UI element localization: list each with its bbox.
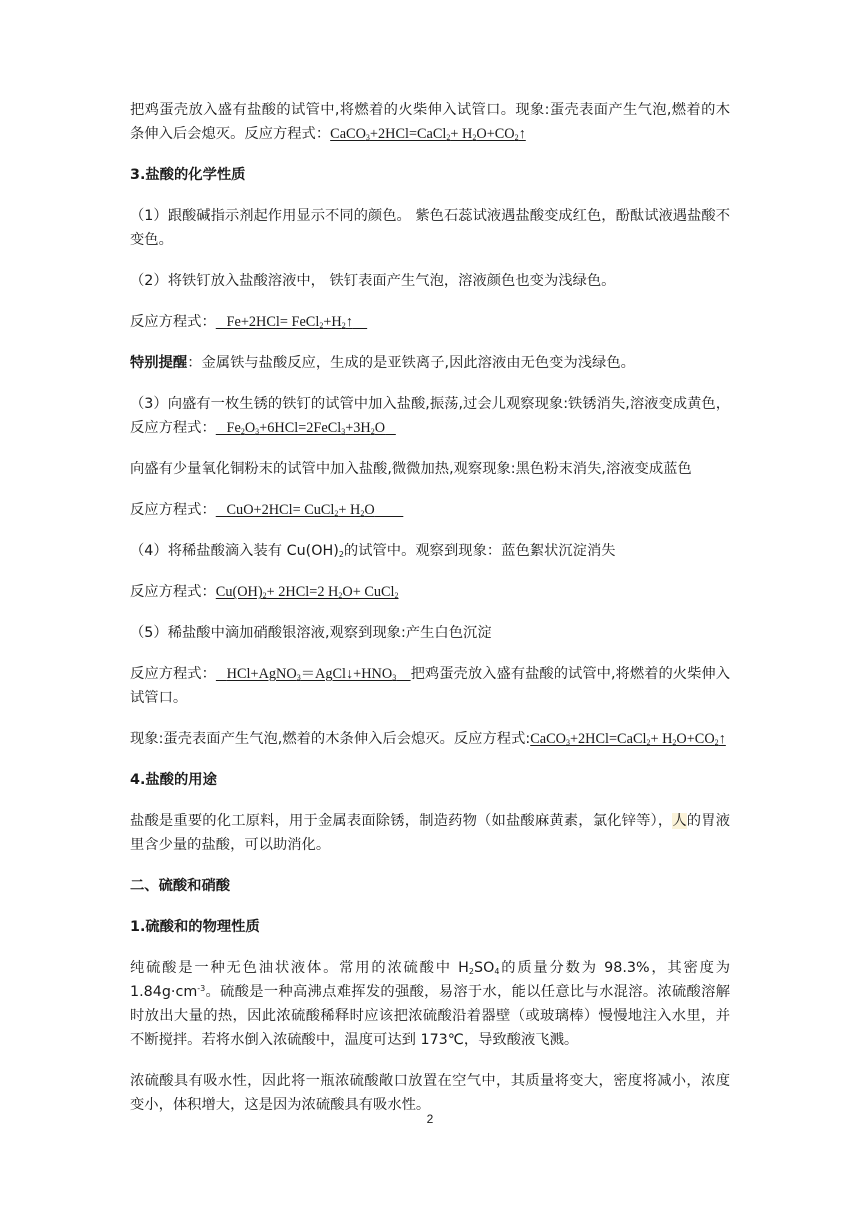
section-heading-uses: 4.盐酸的用途: [130, 772, 217, 788]
paragraph-intro: 把鸡蛋壳放入盛有盐酸的试管中,将燃着的火柴伸入试管口。现象:蛋壳表面产生气泡,燃着的木条伸入后会熄灭。反应方程式：CaCO$_3$+2HCl=CaCl$_2$+ $H_2O+CO_2↑$: [130, 102, 730, 142]
paragraph-special-tip: 特别提醒：金属铁与盐酸反应，生成的是亚铁离子,因此溶液由无色变为浅绿色。: [130, 355, 635, 371]
paragraph-indicator: （1）跟酸碱指示剂起作用显示不同的颜色。 紫色石蕊试液遇盐酸变成红色，酚酞试液遇盐酸不变色。: [130, 208, 730, 248]
paragraph-eq-cuo: 反应方程式： CuO+2HCl= CuCl$_2$+ $H_2O$: [130, 498, 730, 522]
paragraph-copper-oxide: 向盛有少量氧化铜粉末的试管中加入盐酸,微微加热,观察现象:黑色粉末消失,溶液变成蓝色: [130, 461, 692, 477]
chapter-heading-sulfuric-nitric: 二、硫酸和硝酸: [130, 878, 231, 894]
equation-caco3-intro: CaCO$_3$+2HCl=CaCl$_2$+ $H_2O+CO_2↑$: [330, 126, 526, 142]
paragraph-hygroscopic: 浓硫酸具有吸水性，因此将一瓶浓硫酸敞口放置在空气中，其质量将变大，密度将减小，浓度变小，体积增大，这是因为浓硫酸具有吸水性。: [130, 1073, 730, 1113]
equation-fe2o3: $Fe_2O_3+6HCl=2FeCl_3+3H_2O$: [226, 420, 386, 436]
paragraph-silver-nitrate: （5）稀盐酸中滴加硝酸银溶液,观察到现象:产生白色沉淀: [130, 625, 492, 641]
paragraph-iron-nail: （2）将铁钉放入盐酸溶液中， 铁钉表面产生气泡，溶液颜色也变为浅绿色。: [130, 273, 616, 289]
highlighted-text: 人: [672, 813, 687, 829]
equation-cuo: CuO+2HCl= CuCl$_2$+ $H_2O$: [226, 502, 375, 518]
paragraph-uses: 盐酸是重要的化工原料，用于金属表面除锈，制造药物（如盐酸麻黄素，氯化锌等），人的胃液里含少量的盐酸，可以助消化。: [130, 813, 730, 853]
paragraph-eq-cuoh2: 反应方程式：$Cu(OH)_2+ 2HCl=2$ $H_2O+$ CuCl$_2$: [130, 584, 399, 600]
paragraph-sulfuric-acid: 纯硫酸是一种无色油状液体。常用的浓硫酸中 $H_2SO_4$的质量分数为 98.3%，其密度为 $1.84g\cdot cm^{-3}$。硫酸是一种高沸点难挥发的强酸，易溶于水，能以任意比与水混溶。浓硫酸溶解时放出大量的热，因此浓硫酸稀释时应该把浓硫酸沿着器壁（或玻璃棒）慢慢地注入水里，并不断搅拌。若将水倒入浓硫酸中，温度可达到 173℃，导致酸液飞溅。: [130, 960, 731, 1048]
section-heading-chemical-properties: 3.盐酸的化学性质: [130, 167, 246, 183]
paragraph-eq-fe: 反应方程式： $Fe+2HCl= FeCl_2+H_2↑$: [130, 310, 730, 334]
section-heading-physical-properties: 1.硫酸和的物理性质: [130, 919, 260, 935]
equation-agno3: $HCl+AgNO_3=AgCl↓+HNO_3$: [226, 666, 397, 682]
paragraph-copper-hydroxide: （4）将稀盐酸滴入装有 $Cu(OH)_2$的试管中。观察到现象：蓝色絮状沉淀消失: [130, 543, 616, 559]
equation-caco3: CaCO$_3$+2HCl=CaCl$_2$+ $H_2O+CO_2↑$: [530, 731, 726, 747]
paragraph-eggshell: 现象:蛋壳表面产生气泡,燃着的木条伸入后会熄灭。反应方程式:CaCO$_3$+2HCl=CaCl$_2$+ $H_2O+CO_2↑$: [130, 731, 726, 747]
equation-fe: $Fe+2HCl= FeCl_2+H_2↑$: [226, 314, 353, 330]
equation-cuoh2: $Cu(OH)_2+ 2HCl=2$ $H_2O+$ CuCl$_2$: [215, 584, 399, 600]
page-number: 2: [426, 1112, 434, 1126]
paragraph-eq-agno3: 反应方程式： $HCl+AgNO_3=AgCl↓+HNO_3$ 把鸡蛋壳放入盛有盐酸的试管中,将燃着的火柴伸入试管口。: [130, 666, 731, 706]
document-page: [130, 98, 730, 1134]
paragraph-rust: （3）向盛有一枚生锈的铁钉的试管中加入盐酸,振荡,过会儿观察现象:铁锈消失,溶液变成黄色，反应方程式： $Fe_2O_3+6HCl=2FeCl_3+3H_2O$: [130, 396, 730, 436]
tip-label: 特别提醒: [130, 355, 188, 371]
